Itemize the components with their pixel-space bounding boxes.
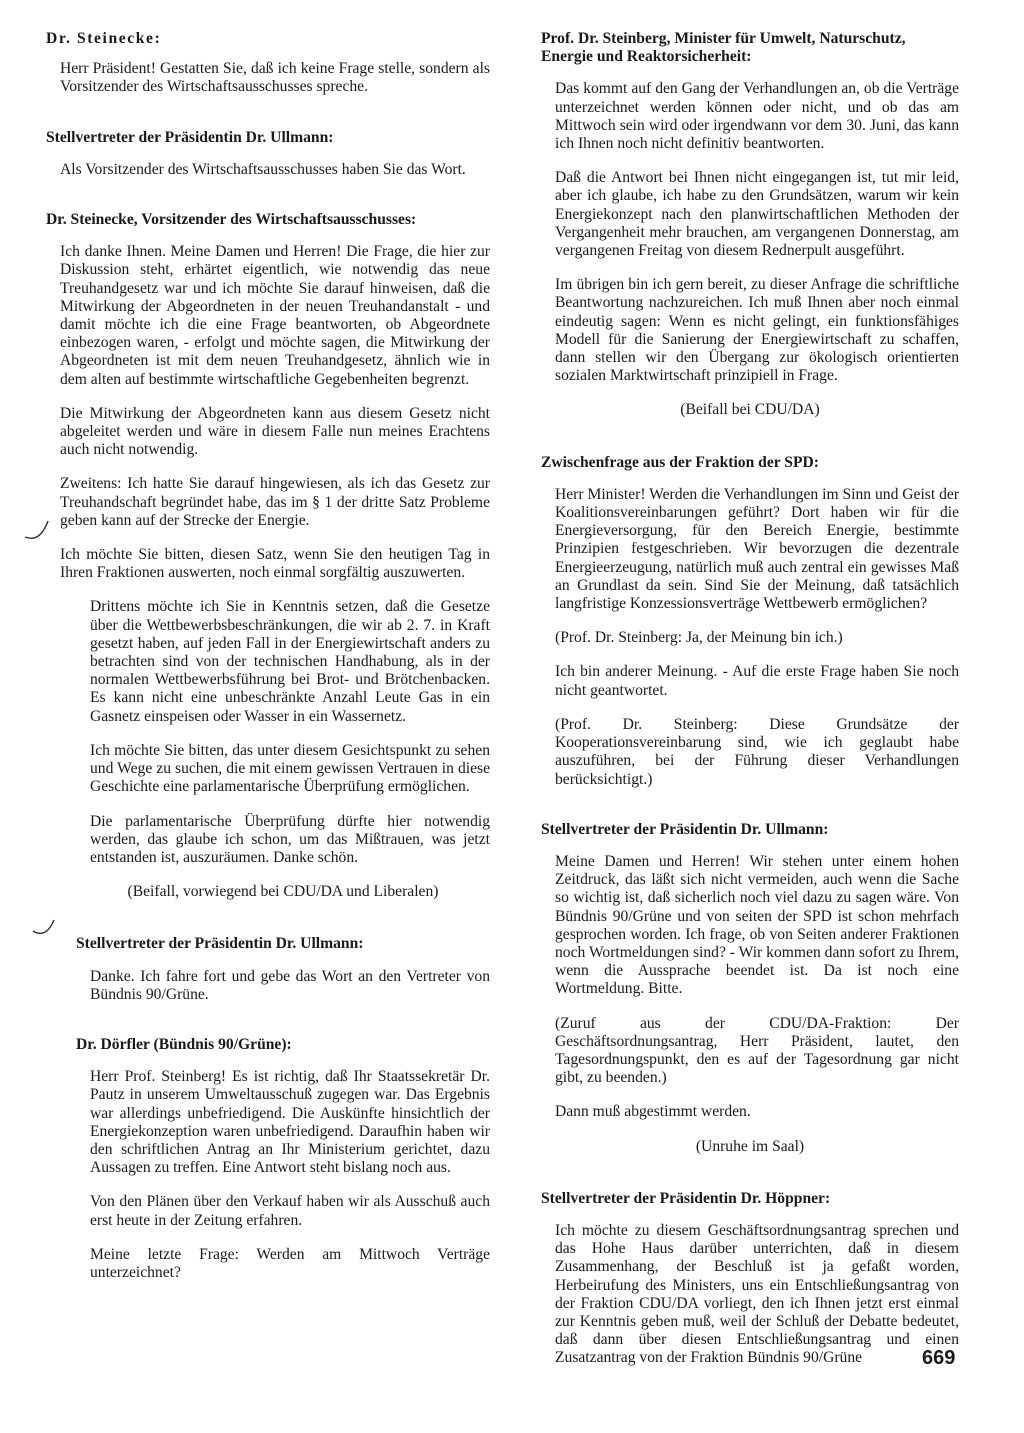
paragraph: Im übrigen bin ich gern bereit, zu dieser Anfrage die schriftliche Beantwortung nachzureichen. Ich muß Ihnen aber noch einmal eindeutig sagen: Wenn es nicht gelingt, ein funktionsfähiges Modell für die Sanierung der Energiewirtschaft zu schaffen, dann stellen wir den Übergang zur ökologisch orientierten sozialen Marktwirtschaft prinzipiell in Frage. xyxy=(555,276,959,385)
paragraph: Herr Prof. Steinberg! Es ist richtig, daß Ihr Staatssekretär Dr. Pautz in unserem Umweltausschuß zugegen war. Das Ergebnis war allerdings unbefriedigend. Die Auskünfte hinsichtlich der Energiekonzeption waren unbefriedigend. Daraufhin haben wir den schriftlichen Antrag an Ihr Ministerium gerichtet, dazu Aussagen zu treffen. Eine Antwort steht bislang noch aus. xyxy=(90,1068,490,1177)
paragraph: Als Vorsitzender des Wirtschaftsausschusses haben Sie das Wort. xyxy=(60,160,466,178)
paragraph: Meine Damen und Herren! Wir stehen unter einem hohen Zeitdruck, das läßt sich nicht vermeiden, auch wenn die Sache so wichtig ist, daß sicherlich noch viel dazu zu sagen wäre. Von Bündnis 90/Grüne und von seiten der SPD ist schon mehrfach gesprochen worden. Ich frage, ob von Seiten anderer Fraktionen noch Wortmeldungen sind? - Wir kommen dann sofort zu Ihrem, wenn die Aussprache beendet ist. Da ist noch eine Wortmeldung. Bitte. xyxy=(555,852,959,998)
right-column xyxy=(541,30,959,1384)
paragraph: Dann muß abgestimmt werden. xyxy=(555,1103,751,1121)
left-column xyxy=(46,30,490,1298)
paragraph: Meine letzte Frage: Werden am Mittwoch Verträge unterzeichnet? xyxy=(90,1245,490,1281)
paragraph: Ich möchte zu diesem Geschäftsordnungsantrag sprechen und das Hohe Haus darüber unterrichten, daß in diesem Zusammenhang, der Beschluß ist ja gefaßt worden, Herbeirufung des Ministers, uns ein Entschließungsantrag von der Fraktion CDU/DA vorliegt, den ich Ihnen jetzt erst einmal zur Kenntnis geben muß, weil der Schluß der Debatte bedeutet, daß dann über diesen Entschließungsantrag und einen Zusatzantrag von der Fraktion Bündnis 90/Grüne xyxy=(555,1221,959,1367)
speaker-steinecke-chair: Dr. Steinecke, Vorsitzender des Wirtschaftsausschusses: xyxy=(46,211,417,229)
paragraph: Ich möchte Sie bitten, das unter diesem Gesichtspunkt zu sehen und Wege zu suchen, die mit einem gewissen Vertrauen in diese Geschichte eine parlamentarische Überprüfung ermöglichen. xyxy=(90,741,490,796)
paragraph: Daß die Antwort bei Ihnen nicht eingegangen ist, tut mir leid, aber ich glaube, ich habe zu den Grundsätzen, warum wir kein Energiekonzept nach den planwirtschaftlichen Methoden der Vergangenheit mehr brauchen, am vergangenen Donnerstag, am vergangenen Freitag von diesem Rednerpult ausgeführt. xyxy=(555,169,959,260)
paragraph: Von den Plänen über den Verkauf haben wir als Ausschuß auch erst heute in der Zeitung erfahren. xyxy=(90,1193,490,1229)
paragraph: Ich möchte Sie bitten, diesen Satz, wenn Sie den heutigen Tag in Ihren Fraktionen auswerten, noch einmal sorgfältig auszuwerten. xyxy=(60,546,490,582)
paragraph: Ich danke Ihnen. Meine Damen und Herren! Die Frage, die hier zur Diskussion steht, erhärtet eigentlich, wie notwendig das neue Treuhandgesetz war und ich möchte Sie darauf hinweisen, daß die Mitwirkung der Abgeordneten in der neuen Treuhandanstalt - und damit möchte ich die eine Frage beantworten, ob Abgeordnete einbezogen waren, - erfolgt und möchte sagen, die Mitwirkung der Abgeordneten ist mit dem neuen Treuhandgesetz, ähnlich wie in dem alten auf bestimmte wirtschaftliche Gegebenheiten begrenzt. xyxy=(60,243,490,388)
applause-note: (Beifall, vorwiegend bei CDU/DA und Liberalen) xyxy=(127,883,439,901)
paragraph: Die Mitwirkung der Abgeordneten kann aus diesem Gesetz nicht abgeleitet werden und wäre in diesem Falle nun meines Erachtens auch nicht notwendig. xyxy=(60,404,490,459)
speaker-doerfler: Dr. Dörfler (Bündnis 90/Grüne): xyxy=(76,1035,292,1053)
speaker-spd-question: Zwischenfrage aus der Fraktion der SPD: xyxy=(541,453,819,471)
paragraph: Die parlamentarische Überprüfung dürfte hier notwendig werden, das glaube ich schon, um das Mißtrauen, was jetzt entstanden ist, auszuräumen. Danke schön. xyxy=(90,812,490,866)
interjection: (Zuruf aus der CDU/DA-Fraktion: Der Geschäftsordnungsantrag, Herr Präsident, lautet, den Tagesordnungspunkt, den es auf der Tagesordnung gar nicht gibt, zu beenden.) xyxy=(555,1014,959,1087)
paragraph: Herr Minister! Werden die Verhandlungen im Sinn und Geist der Koalitionsvereinbarungen geführt? Dort haben wir für die Energieversorgung, für den Bereich Energie, bestimmte Prinzipien festgeschrieben. Wir bevorzugen die dezentrale Energieerzeugung, natürlich muß auch zentral ein gewisses Maß an Grundlast da sein. Sind Sie der Meinung, daß tatsächlich langfristige Konzessionsverträge Wettbewerb ermöglichen? xyxy=(555,485,959,613)
paragraph: Ich bin anderer Meinung. - Auf die erste Frage haben Sie noch nicht geantwortet. xyxy=(555,663,959,699)
speaker-ullmann: Stellvertreter der Präsidentin Dr. Ullmann: xyxy=(46,128,334,146)
paragraph: Zweitens: Ich hatte Sie darauf hingewiesen, als ich das Gesetz zur Treuhandschaft begründet habe, das im § 1 der dritte Satz Probleme geben kann auf der Strecke der Energie. xyxy=(60,475,490,529)
speaker-hoeppner: Stellvertreter der Präsidentin Dr. Höppner: xyxy=(541,1189,831,1207)
paragraph: Herr Präsident! Gestatten Sie, daß ich keine Frage stelle, sondern als Vorsitzender des Wirtschaftsausschusses spreche. xyxy=(60,60,490,96)
interjection: (Prof. Dr. Steinberg: Diese Grundsätze der Kooperationsvereinbarung sind, wie ich geglaubt habe auszuführen, bei der Führung dieser Verhandlungen berücksichtigt.) xyxy=(555,715,959,788)
speaker-ullmann: Stellvertreter der Präsidentin Dr. Ullmann: xyxy=(541,820,829,838)
paragraph: Drittens möchte ich Sie in Kenntnis setzen, daß die Gesetze über die Wettbewerbsbeschränkungen, die wir ab 2. 7. in Kraft gesetzt haben, auf jeden Fall in der Energiewirtschaft anders zu betrachten sind von der technischen Handhabung, als in der normalen Wettbewerbsführung bei Brot- und Brötchenbacken. Es kann nicht eine unbeschränkte Anzahl Leute Gas in ein Gasnetz einspeisen oder Wasser in ein Wassernetz. xyxy=(90,598,490,725)
margin-pencil-mark xyxy=(22,515,52,545)
paragraph: Danke. Ich fahre fort und gebe das Wort an den Vertreter von Bündnis 90/Grüne. xyxy=(90,967,490,1003)
unrest-note: (Unruhe im Saal) xyxy=(695,1137,805,1155)
interjection: (Prof. Dr. Steinberg: Ja, der Meinung bin ich.) xyxy=(555,629,843,647)
speaker-ullmann: Stellvertreter der Präsidentin Dr. Ullmann: xyxy=(76,935,364,953)
speaker-steinecke: Dr. Steinecke: xyxy=(46,30,162,47)
applause-note: (Beifall bei CDU/DA) xyxy=(680,401,820,419)
page-number: 669 xyxy=(922,1347,956,1369)
margin-pencil-mark xyxy=(30,915,60,941)
speaker-steinberg: Prof. Dr. Steinberg, Minister für Umwelt, Naturschutz, Energie und Reaktorsicherheit: xyxy=(541,30,906,66)
paragraph: Das kommt auf den Gang der Verhandlungen an, ob die Verträge unterzeichnet werden können oder nicht, und ob das am Mittwoch sein wird oder irgendwann vor dem 30. Juni, das kann ich Ihnen noch nicht definitiv beantworten. xyxy=(555,80,959,153)
